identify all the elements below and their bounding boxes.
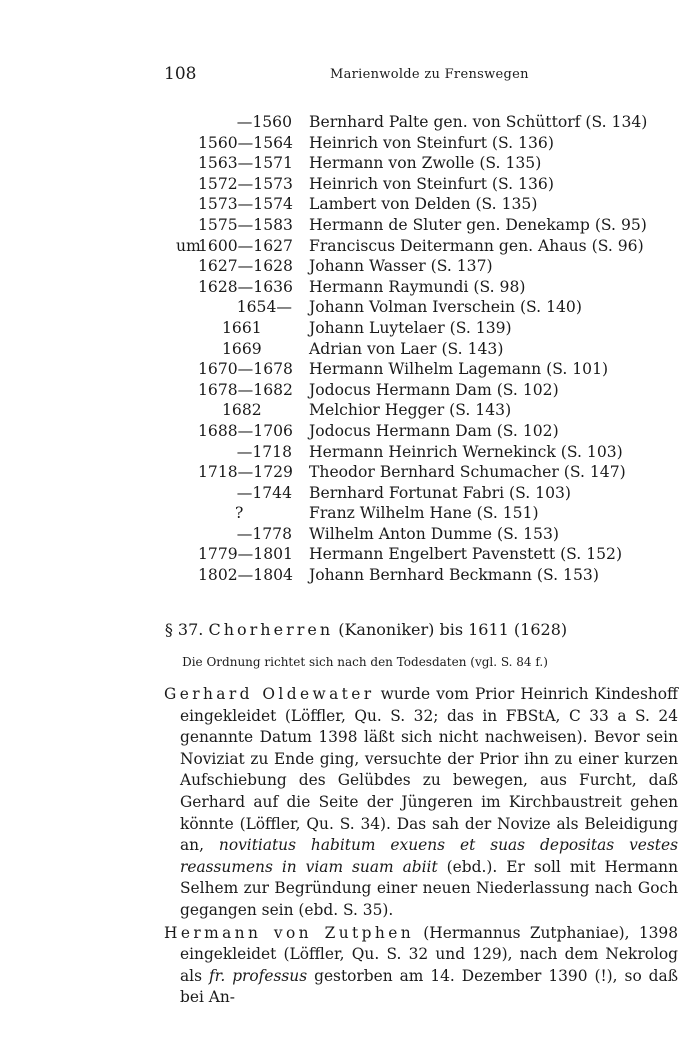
prior-dates: 1670—1678 [198, 360, 293, 379]
entry-gerhard-oldewater [164, 684, 678, 922]
section-number: § 37. [164, 620, 204, 639]
entry-text: wurde vom Prior Heinrich Kindeshoff eingekleidet (Löffler, Qu. S. 32; das in FBStA, C 33 a S. 24 genannte Datum 1398 läßt sich nicht nachweisen). Bevor sein Noviziat zu Ende ging, versuchte der Prior ihn zu einer kurzen Aufschiebung des Gelübdes zu bewegen, aus Furcht, daß Gerhard auf die Seite der Jüngeren im Kirchbaustreit gehen könnte (Löffler, Qu. S. 34). Das sah der Novize als Beleidigung an, [180, 685, 678, 855]
prior-dates: 1669 [222, 339, 262, 358]
prior-name: Johann Volman Iverschein (S. 140) [309, 298, 582, 317]
entry-name: Gerhard Oldewater [164, 685, 375, 703]
entry-text: (Hermannus Zutphaniae), 1398 eingekleidet (Löffler, Qu. S. 32 und 129), nach dem Nekrolog als [180, 923, 678, 985]
prior-dates: 1563—1571 [198, 154, 293, 173]
section-note: Die Ordnung richtet sich nach den Todesdaten (vgl. S. 84 f.) [182, 655, 548, 669]
prior-row [0, 421, 700, 442]
prior-name: Franz Wilhelm Hane (S. 151) [309, 504, 539, 523]
prior-name: Johann Bernhard Beckmann (S. 153) [309, 566, 599, 585]
prior-dates: 1682 [222, 401, 262, 420]
prior-dates: 1600—1627 [198, 236, 293, 255]
prior-name: Jodocus Hermann Dam (S. 102) [309, 421, 559, 440]
prior-row [0, 442, 700, 463]
prior-name: Theodor Bernhard Schumacher (S. 147) [309, 463, 626, 482]
prior-name: Hermann Engelbert Pavenstett (S. 152) [309, 545, 623, 564]
prior-row [0, 215, 700, 236]
prior-name: Hermann Wilhelm Lagemann (S. 101) [309, 360, 609, 379]
prior-row [0, 339, 700, 360]
prior-dates: 1560—1564 [198, 133, 293, 152]
prior-dates: 1627—1628 [198, 257, 293, 276]
prior-circa: um [176, 236, 201, 255]
prior-name: Hermann Raymundi (S. 98) [309, 277, 526, 296]
prior-dates: —1718 [236, 442, 292, 461]
prior-name: Wilhelm Anton Dumme (S. 153) [309, 524, 559, 543]
prior-row [0, 462, 700, 483]
prior-row [0, 544, 700, 565]
prior-name: Bernhard Fortunat Fabri (S. 103) [309, 483, 572, 502]
prior-row [0, 256, 700, 277]
prior-dates: 1654— [236, 298, 292, 317]
prior-name: Johann Wasser (S. 137) [309, 257, 493, 276]
prior-row [0, 483, 700, 504]
canon-entries [164, 684, 678, 1009]
prior-name: Melchior Hegger (S. 143) [309, 401, 512, 420]
prior-dates: 1779—1801 [198, 545, 293, 564]
prior-row [0, 359, 700, 380]
prior-row [0, 277, 700, 298]
prior-row [0, 194, 700, 215]
prior-name: Adrian von Laer (S. 143) [309, 339, 504, 358]
entry-text: gestorben am 14. Dezember 1390 (!), so daß bei An- [180, 966, 678, 1007]
prior-name: Bernhard Palte gen. von Schüttorf (S. 134) [309, 113, 648, 131]
prior-list [0, 112, 700, 586]
prior-dates: 1661 [222, 318, 262, 337]
prior-row [0, 133, 700, 154]
prior-row [0, 380, 700, 401]
prior-name: Jodocus Hermann Dam (S. 102) [309, 380, 559, 399]
prior-name: Hermann von Zwolle (S. 135) [309, 154, 542, 173]
prior-dates: ? [235, 504, 244, 523]
prior-row [0, 400, 700, 421]
prior-row [0, 112, 700, 133]
prior-row [0, 524, 700, 545]
entry-name: Hermann von Zutphen [164, 923, 415, 942]
prior-dates: 1573—1574 [198, 195, 293, 214]
page-header [0, 64, 700, 88]
prior-dates: —1744 [236, 483, 292, 502]
page-number: 108 [164, 64, 197, 84]
prior-name: Hermann Heinrich Wernekinck (S. 103) [309, 442, 623, 461]
prior-row [0, 297, 700, 318]
prior-row [0, 503, 700, 524]
prior-name: Heinrich von Steinfurt (S. 136) [309, 133, 554, 152]
prior-dates: 1718—1729 [198, 463, 293, 482]
entry-quote: novitiatus habitum exuens et suas depositas vestes reassumens in viam suam abiit [180, 836, 678, 876]
prior-row [0, 153, 700, 174]
prior-dates: 1688—1706 [198, 421, 293, 440]
prior-row [0, 236, 700, 257]
section-heading [0, 620, 700, 639]
section-title-rest: (Kanoniker) bis 1611 (1628) [338, 620, 568, 639]
prior-name: Heinrich von Steinfurt (S. 136) [309, 174, 554, 193]
section-title-spaced: Chorherren [208, 620, 334, 639]
entry-hermann-von-zutphen [164, 923, 678, 1009]
prior-name: Johann Luytelaer (S. 139) [309, 318, 512, 337]
prior-dates: —1778 [236, 524, 292, 543]
entry-quote: fr. professus [208, 966, 308, 985]
prior-name: Franciscus Deitermann gen. Ahaus (S. 96) [309, 236, 644, 255]
running-head: Marienwolde zu Frenswegen [330, 67, 529, 82]
prior-dates: 1575—1583 [198, 215, 293, 234]
prior-row [0, 565, 700, 586]
entry-text: (ebd.). Er soll mit Hermann Selhem zur Begründung einer neuen Niederlassung nach Goch gegangen sein (ebd. S. 35). [180, 857, 678, 919]
prior-name: Hermann de Sluter gen. Denekamp (S. 95) [309, 215, 647, 234]
prior-row [0, 174, 700, 195]
prior-dates: 1628—1636 [198, 277, 293, 296]
prior-row [0, 318, 700, 339]
prior-dates: 1678—1682 [198, 380, 293, 399]
prior-dates: 1572—1573 [198, 174, 293, 193]
prior-name: Lambert von Delden (S. 135) [309, 195, 538, 214]
prior-dates: 1802—1804 [198, 566, 293, 585]
prior-dates: —1560 [236, 113, 292, 131]
